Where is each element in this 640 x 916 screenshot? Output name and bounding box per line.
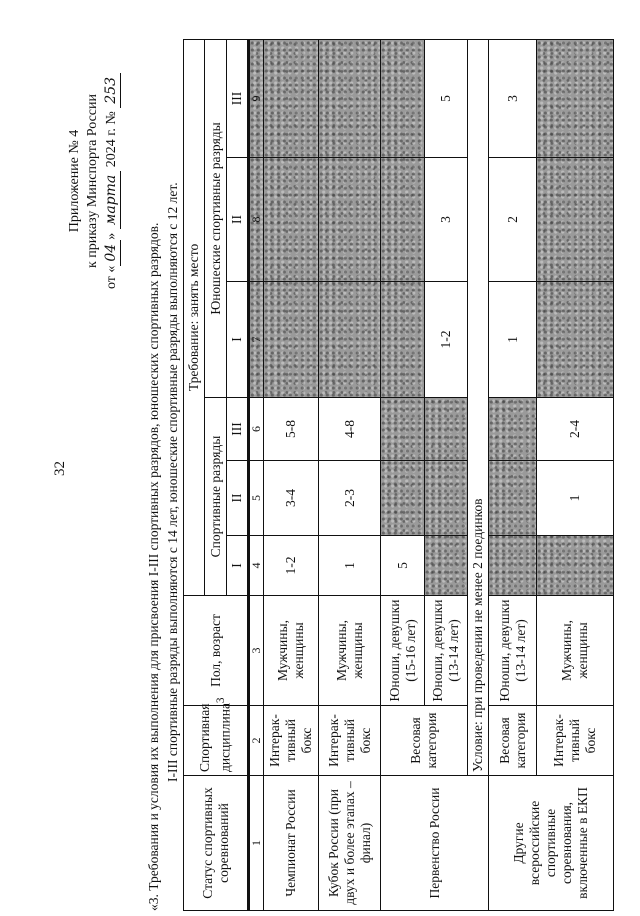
section-subcaption: I-III спортивные разряды выполняются с 14 лет, юношеские спортивные разряды выполняются с 12 лет.: [165, 182, 180, 782]
header-discipline: [184, 697, 249, 776]
sex-age-cell: Мужчины, женщины: [264, 596, 319, 706]
col-number: 7: [249, 282, 264, 398]
value-cell: 5-8: [264, 398, 319, 461]
col-number: 5: [249, 461, 264, 536]
header-discipline-text: Спортивная дисциплина: [197, 703, 233, 772]
shaded-cell: [537, 158, 614, 282]
date-mid: »: [104, 232, 119, 240]
shaded-cell: [537, 39, 614, 157]
discipline-cell: Интерак-тивный бокс: [537, 706, 614, 776]
status-cell: Чемпионат России: [264, 776, 319, 911]
value-cell: 3-4: [264, 461, 319, 536]
header-row-1: [184, 39, 205, 910]
shaded-cell: [381, 461, 425, 536]
column-number-row: [249, 39, 264, 910]
sex-age-cell: Юноши, девушки (13-14 лет): [425, 596, 468, 706]
shaded-cell: [319, 39, 381, 157]
value-cell: 3: [489, 39, 537, 157]
requirements-table: [183, 39, 614, 911]
sex-age-cell: Юноши, девушки (13-14 лет): [489, 596, 537, 706]
rank-col: I: [227, 282, 249, 398]
date-month: марта: [102, 171, 121, 230]
value-cell: 2-3: [319, 461, 381, 536]
discipline-cell: Интерак-тивный бокс: [319, 706, 381, 776]
page-number: 32: [52, 461, 68, 476]
value-cell: 1: [537, 461, 614, 536]
col-number: 3: [249, 596, 264, 706]
value-cell: 5: [425, 39, 468, 157]
appendix-block: [66, 31, 121, 331]
rank-col: III: [227, 398, 249, 461]
rank-col: I: [227, 536, 249, 596]
row-other-a: [489, 39, 537, 910]
value-cell: 3: [425, 158, 468, 282]
value-cell: 2: [489, 158, 537, 282]
shaded-cell: [264, 39, 319, 157]
condition-cell: Условие: при проведении не менее 2 поединков: [468, 39, 489, 775]
sex-age-cell: Юноши, девушки (15-16 лет): [381, 596, 425, 706]
value-cell: 1: [319, 536, 381, 596]
shaded-cell: [425, 461, 468, 536]
shaded-cell: [381, 282, 425, 398]
discipline-cell: Весовая категория: [489, 706, 537, 776]
status-cell: Кубок России (при двух и более этапах – финал): [319, 776, 381, 911]
rank-col: III: [227, 39, 249, 157]
shaded-cell: [381, 398, 425, 461]
status-cell: Другие всероссийские спортивные соревнования, включенные в ЕКП: [489, 776, 614, 911]
shaded-cell: [489, 536, 537, 596]
header-requirement: Требование: занять место: [184, 39, 205, 595]
shaded-cell: [425, 536, 468, 596]
value-cell: 1-2: [425, 282, 468, 398]
shaded-cell: [537, 282, 614, 398]
discipline-cell: Весовая категория: [381, 706, 468, 776]
rank-col: II: [227, 158, 249, 282]
rank-col: II: [227, 461, 249, 536]
appendix-title: Приложение № 4: [67, 129, 82, 233]
col-number: 9: [249, 39, 264, 157]
value-cell: 2-4: [537, 398, 614, 461]
discipline-cell: Интерак-тивный бокс: [264, 706, 319, 776]
col-number: 4: [249, 536, 264, 596]
shaded-cell: [381, 158, 425, 282]
appendix-date-line: [102, 31, 121, 331]
shaded-cell: [489, 398, 537, 461]
date-prefix: от «: [104, 265, 119, 290]
shaded-cell: [537, 536, 614, 596]
value-cell: 1-2: [264, 536, 319, 596]
appendix-order-line: к приказу Минспорта России: [85, 94, 100, 268]
shaded-cell: [381, 39, 425, 157]
col-number: 6: [249, 398, 264, 461]
date-year: 2024 г. №: [104, 111, 119, 168]
sex-age-cell: Мужчины, женщины: [537, 596, 614, 706]
value-cell: 1: [489, 282, 537, 398]
shaded-cell: [319, 282, 381, 398]
shaded-cell: [264, 282, 319, 398]
sex-age-cell: Мужчины, женщины: [319, 596, 381, 706]
header-discipline-sup: 3: [215, 697, 228, 704]
header-status: Статус спортивных соревнований: [184, 776, 249, 911]
header-sport-ranks: Спортивные разряды: [205, 398, 227, 596]
row-first-a: [381, 39, 425, 910]
col-number: 8: [249, 158, 264, 282]
value-cell: 5: [381, 536, 425, 596]
section-caption: «3. Требования и условия их выполнения для присвоения I-III спортивных разрядов, юношеских спортивных разрядов.: [146, 222, 161, 911]
shaded-cell: [425, 398, 468, 461]
col-number: 1: [249, 776, 264, 911]
header-sex-age: Пол, возраст: [184, 596, 249, 706]
status-cell: Первенство России: [381, 776, 489, 911]
shaded-cell: [319, 158, 381, 282]
order-number: 253: [102, 73, 121, 108]
date-day: 04: [102, 240, 121, 266]
shaded-cell: [489, 461, 537, 536]
value-cell: 4-8: [319, 398, 381, 461]
row-cup: [319, 39, 381, 910]
shaded-cell: [264, 158, 319, 282]
row-championship: [264, 39, 319, 910]
header-youth-ranks: Юношеские спортивные разряды: [205, 39, 227, 397]
col-number: 2: [249, 706, 264, 776]
